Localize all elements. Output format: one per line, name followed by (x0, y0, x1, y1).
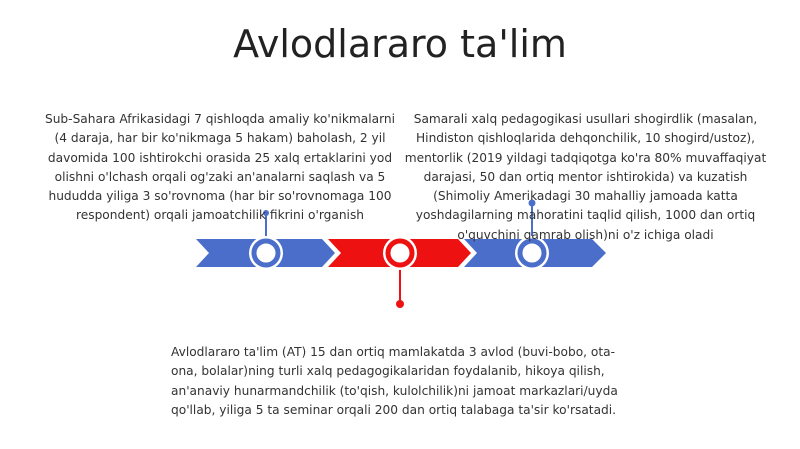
slide-title: Avlodlararo ta'lim (233, 22, 567, 66)
milestone-text-1: Sub-Sahara Afrikasidagi 7 qishloqda amaliy ko'nikmalarni (4 daraja, har bir ko'nikmaga 5 hakam) baholash, 2 yil davomida 100 ishtirokchi orasida 25 xalq ertaklarini yod olishni o'lchash orqali og'zaki an'analarni saqlash va 5 hududda yiliga 3 so'rovnoma (har bir so'rovnomaga 100 respondent) orqali jamoatchilik fikrini o'rganish (44, 112, 396, 223)
milestone-marker-1 (249, 236, 283, 270)
connector-dot-2 (396, 300, 404, 308)
milestone-text-2: Avlodlararo ta'lim (AT) 15 dan ortiq mamlakatda 3 avlod (buvi-bobo, ota-ona, bolalar)ning turli xalq pedagogikalaridan foydalanib, hikoya qilish, an'anaviy hunarmandchilik (to'qish, kulolchilik)ni jamoat markazlari/uyda qo'llab, yiliga 5 ta seminar orqali 200 dan ortiq talabaga ta'sir ko'rsatadi. (171, 345, 618, 417)
milestone-text-3: Samarali xalq pedagogikasi usullari shogirdlik (masalan, Hindiston qishloqlarida dehqonchilik, 10 shogird/ustoz), mentorlik (2019 yildagi tadqiqotga ko'ra 80% muvaffaqiyat darajasi, 50 dan ortiq mentor ishtirokida) va kuzatish (Shimoliy Amerikadagi 30 mahalliy jamoada katta yoshdagilarning mahoratini taqlid qilish, 1000 dan ortiq o'quvchini qamrab olish)ni o'z ichiga oladi (404, 112, 767, 242)
